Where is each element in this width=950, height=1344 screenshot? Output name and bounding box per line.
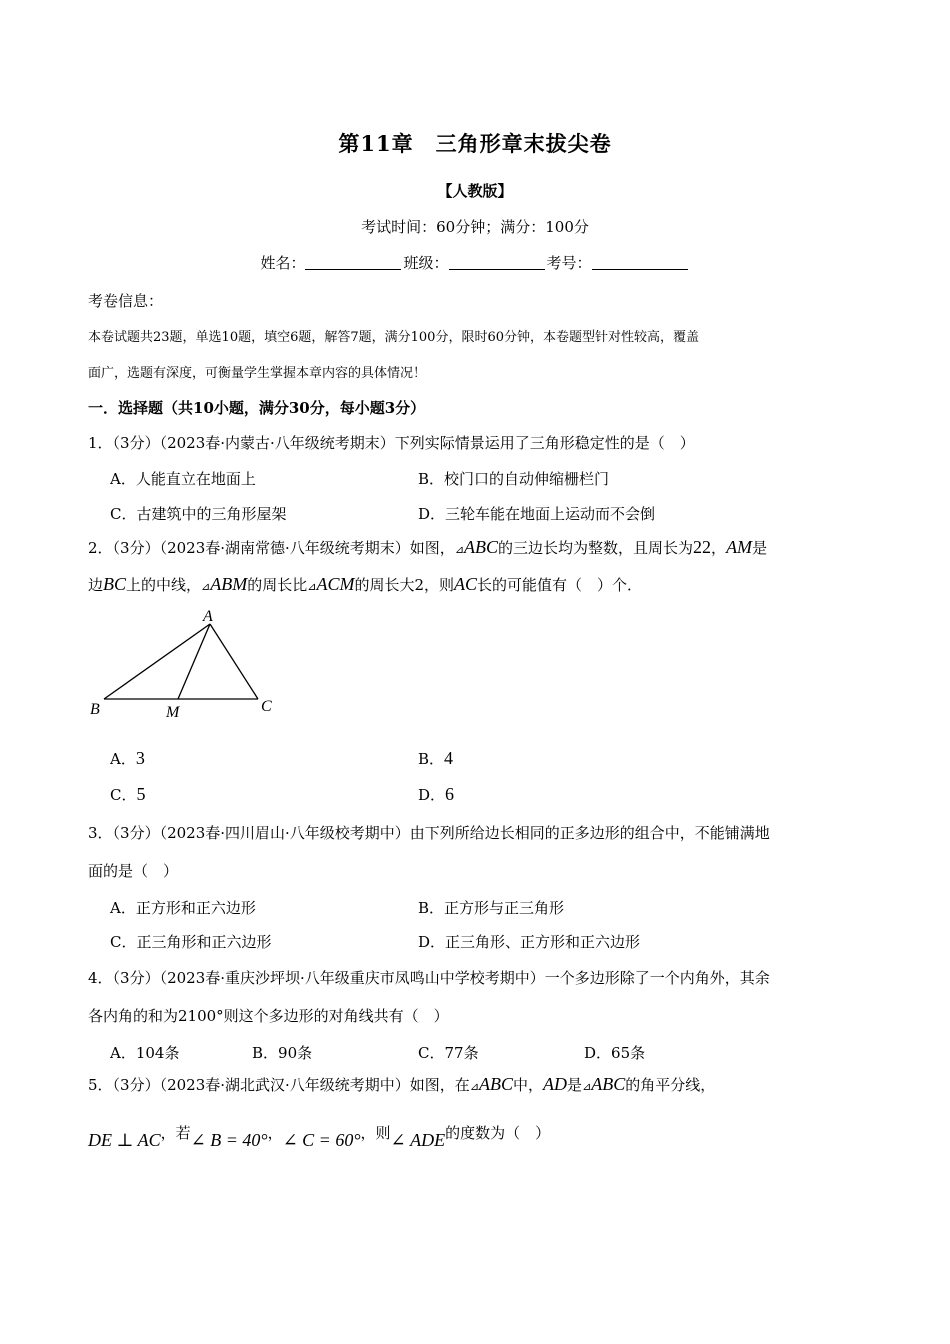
q3-option-c[interactable]: C．正三角形和正六边形 — [110, 933, 272, 951]
math-angle-b: ∠ B = 40° — [190, 1130, 268, 1150]
point-m-label: M — [166, 704, 180, 721]
q1-option-b[interactable]: B．校门口的自动伸缩栅栏门 — [418, 470, 610, 488]
id-label: 考号： — [546, 254, 592, 272]
q1-option-d[interactable]: D．三轮车能在地面上运动而不会倒 — [418, 505, 656, 523]
q1-option-c[interactable]: C．古建筑中的三角形屋架 — [110, 505, 287, 523]
q3-option-d[interactable]: D．正三角形、正方形和正六边形 — [418, 933, 641, 951]
math-de-perp-ac: DE ⊥ AC — [88, 1130, 161, 1150]
math-ad: AD — [543, 1074, 568, 1094]
chapter-title: 三角形章末拔尖卷 — [435, 131, 612, 156]
q2-option-c[interactable]: C．5 — [110, 784, 146, 804]
chapter-number: 第11章 — [338, 131, 414, 156]
q3-stem-line-2: 面的是（ ） — [88, 862, 179, 880]
vertex-a-label: A — [203, 608, 213, 625]
q3-option-b[interactable]: B．正方形与正三角形 — [418, 899, 565, 917]
vertex-c-label: C — [261, 698, 272, 715]
name-blank[interactable] — [305, 269, 401, 270]
class-blank[interactable] — [449, 269, 545, 270]
info-line-1: 本卷试题共23题，单选10题，填空6题，解答7题，满分100分，限时60分钟，本卷题型针对性较高，覆盖 — [88, 330, 699, 345]
q2-option-d[interactable]: D．6 — [418, 784, 455, 804]
q2-option-a[interactable]: A．3 — [110, 748, 145, 768]
exam-time: 考试时间：60分钟；满分：100分 — [361, 218, 589, 236]
q2-stem-line-2: 边BC上的中线，⊿ABM的周长比⊿ACM的周长大2，则AC长的可能值有（ ）个． — [88, 574, 643, 594]
info-label: 考卷信息： — [88, 292, 164, 310]
math-abc: ABC — [479, 1074, 514, 1094]
math-acm: ACM — [316, 574, 355, 594]
math-perimeter: 22 — [693, 537, 712, 557]
info-line-2: 面广，选题有深度，可衡量学生掌握本章内容的具体情况！ — [88, 366, 427, 381]
side-ac — [210, 624, 258, 699]
q3-stem-line-1: 3．（3分）（2023春·四川眉山·八年级校考期中）由下列所给边长相同的正多边形的组合中，不能铺满地 — [88, 824, 770, 842]
q2-stem-line-1: 2．（3分）（2023春·湖南常德·八年级统考期末）如图，⊿ABC的三边长均为整数，且周长为22，AM是 — [88, 537, 768, 557]
math-ac: AC — [454, 574, 478, 594]
q1-stem: 1．（3分）（2023春·内蒙古·八年级统考期末）下列实际情景运用了三角形稳定性的是（ ） — [88, 434, 695, 452]
q2-triangle-figure — [86, 605, 286, 725]
math-abm: ABM — [210, 574, 248, 594]
q4-stem-line-2: 各内角的和为2100°则这个多边形的对角线共有（ ） — [88, 1007, 449, 1025]
q4-option-b[interactable]: B．90条 — [252, 1044, 313, 1062]
section-heading: 一．选择题（共10小题，满分30分，每小题3分） — [88, 399, 426, 417]
q4-option-a[interactable]: A．104条 — [110, 1044, 180, 1062]
math-angle-ade: ∠ ADE — [390, 1130, 446, 1150]
name-label: 姓名： — [260, 254, 306, 272]
math-abc: ABC — [464, 537, 499, 557]
class-label: 班级： — [403, 254, 449, 272]
page-title — [0, 128, 950, 158]
q5-stem-line-2: DE ⊥ AC，若∠ B = 40°，∠ C = 60°，则∠ ADE的度数为（ ） — [88, 1124, 551, 1150]
math-am: AM — [726, 537, 753, 557]
student-info — [0, 252, 950, 273]
q1-option-a[interactable]: A．人能直立在地面上 — [110, 470, 256, 488]
q4-option-d[interactable]: D．65条 — [584, 1044, 646, 1062]
math-bc: BC — [103, 574, 127, 594]
vertex-b-label: B — [90, 701, 100, 718]
q3-option-a[interactable]: A．正方形和正六边形 — [110, 899, 256, 917]
q4-stem-line-1: 4．（3分）（2023春·重庆沙坪坝·八年级重庆市凤鸣山中学校考期中）一个多边形除了一个内角外，其余 — [88, 969, 770, 987]
math-angle-c: ∠ C = 60° — [282, 1130, 361, 1150]
id-blank[interactable] — [592, 269, 688, 270]
q2-option-b[interactable]: B．4 — [418, 748, 454, 768]
math-abc-2: ABC — [591, 1074, 626, 1094]
q4-option-c[interactable]: C．77条 — [418, 1044, 479, 1062]
q5-stem-line-1: 5．（3分）（2023春·湖北武汉·八年级统考期中）如图，在⊿ABC中，AD是⊿ABC的角平分线， — [88, 1074, 716, 1094]
edition-label: 【人教版】 — [437, 182, 513, 200]
